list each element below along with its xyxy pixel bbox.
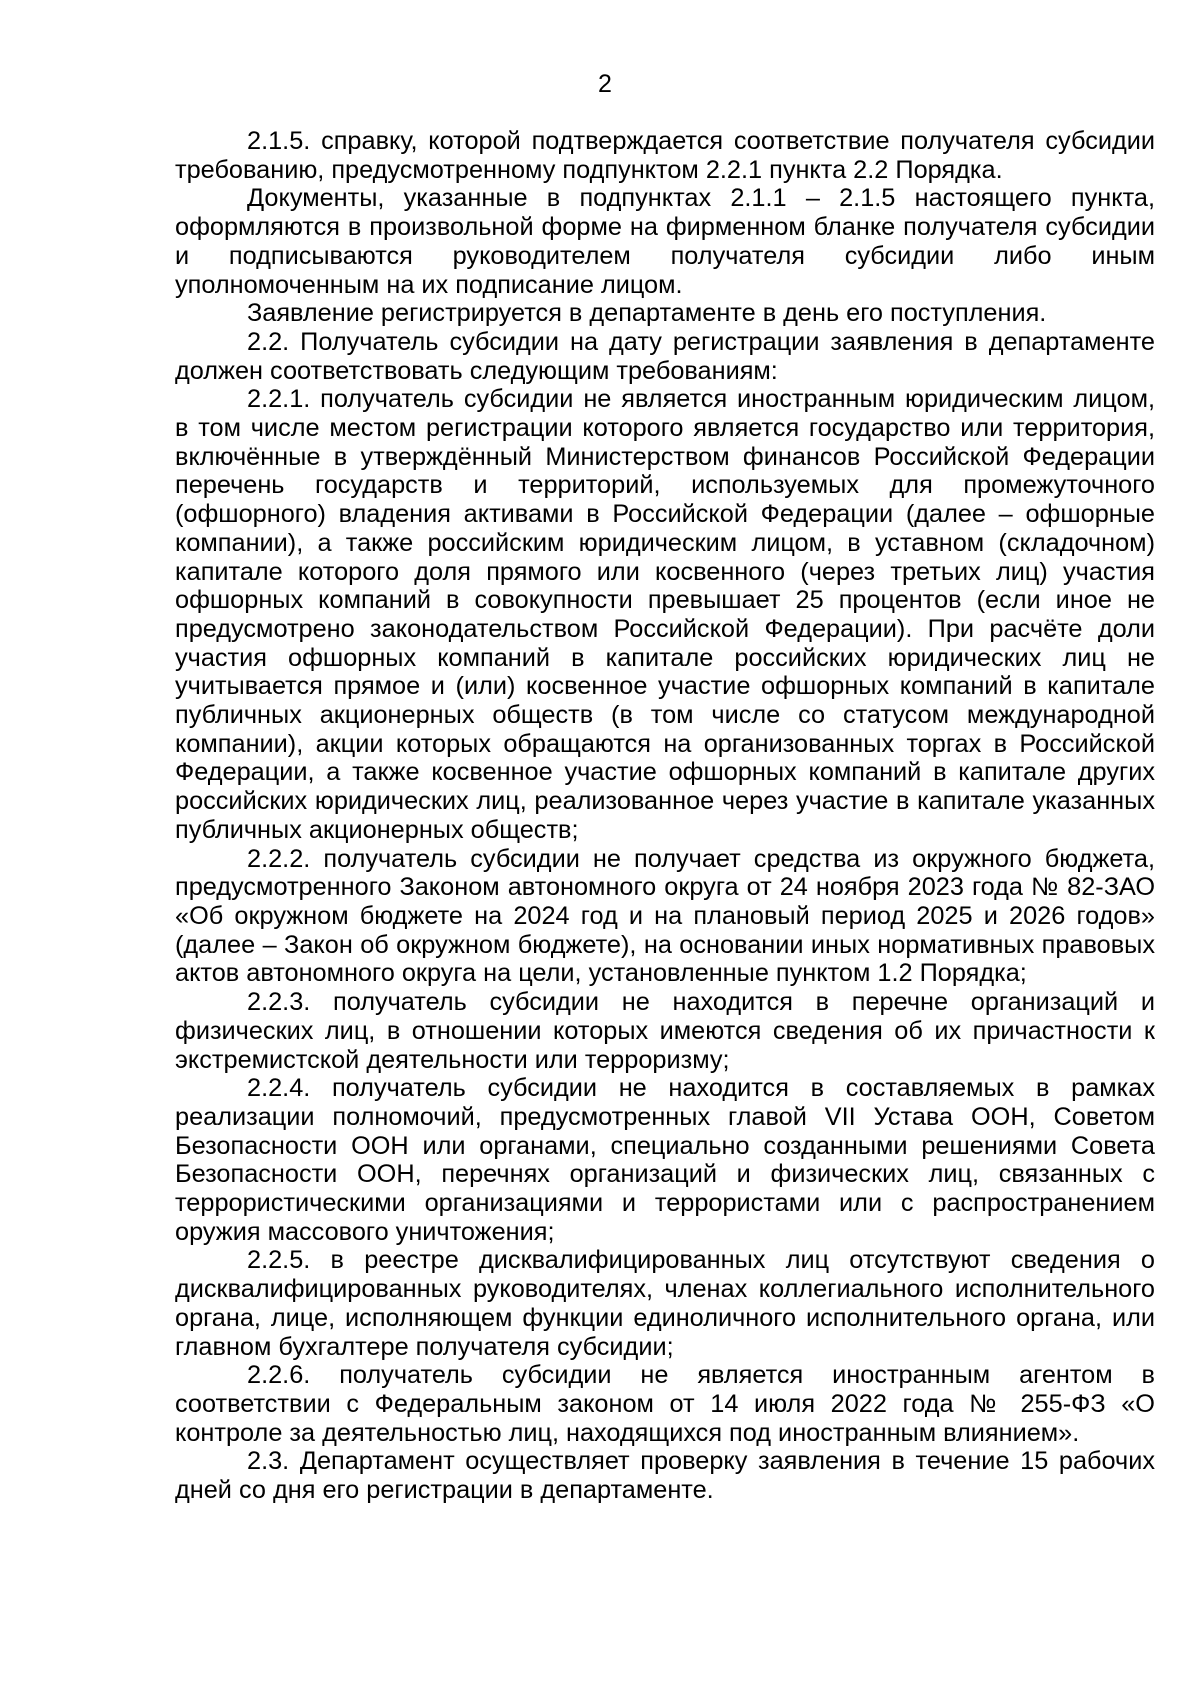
paragraph-2-2-3: 2.2.3. получатель субсидии не находится в перечне организаций и физических лиц, в отношении которых имеются сведения об их причастности к экстремистской деятельности или терроризму; <box>175 988 1155 1074</box>
paragraph-2-2-5: 2.2.5. в реестре дисквалифицированных лиц отсутствуют сведения о дисквалифицированных руководителях, членах коллегиального исполнительного органа, лице, исполняющем функции единоличного исполнительного органа, или главном бухгалтере получателя субсидии; <box>175 1246 1155 1361</box>
document-body <box>175 127 1155 1505</box>
paragraph-2-2-4: 2.2.4. получатель субсидии не находится в составляемых в рамках реализации полномочий, предусмотренных главой VII Устава ООН, Советом Безопасности ООН или органами, специально созданными решениями Совета Безопасности ООН, перечнях организаций и физических лиц, связанных с террористическими организациями и террористами или с распространением оружия массового уничтожения; <box>175 1074 1155 1246</box>
page-number: 2 <box>598 70 612 98</box>
paragraph-2-2-1: 2.2.1. получатель субсидии не является иностранным юридическим лицом, в том числе местом регистрации которого является государство или территория, включённые в утверждённый Министерством финансов Российской Федерации перечень государств и территорий, используемых для промежуточного (офшорного) владения активами в Российской Федерации (далее – офшорные компании), а также российским юридическим лицом, в уставном (складочном) капитале которого доля прямого или косвенного (через третьих лиц) участия офшорных компаний в совокупности превышает 25 процентов (если иное не предусмотрено законодательством Российской Федерации). При расчёте доли участия офшорных компаний в капитале российских юридических лиц не учитывается прямое и (или) косвенное участие офшорных компаний в капитале публичных акционерных обществ (в том числе со статусом международной компании), акции которых обращаются на организованных торгах в Российской Федерации, а также косвенное участие офшорных компаний в капитале других российских юридических лиц, реализованное через участие в капитале указанных публичных акционерных обществ; <box>175 385 1155 844</box>
paragraph-2-2-2: 2.2.2. получатель субсидии не получает средства из окружного бюджета, предусмотренного Законом автономного округа от 24 ноября 2023 года № 82-ЗАО «Об окружном бюджете на 2024 год и на плановый период 2025 и 2026 годов» (далее – Закон об окружном бюджете), на основании иных нормативных правовых актов автономного округа на цели, установленные пунктом 1.2 Порядка; <box>175 844 1155 988</box>
paragraph-registration: Заявление регистрируется в департаменте в день его поступления. <box>247 299 1047 328</box>
paragraph-documents-form: Документы, указанные в подпунктах 2.1.1 – 2.1.5 настоящего пункта, оформляются в произвольной форме на фирменном бланке получателя субсидии и подписываются руководителем получателя субсидии либо иным уполномоченным на их подписание лицом. <box>175 184 1155 299</box>
paragraph-2-2: 2.2. Получатель субсидии на дату регистрации заявления в департаменте должен соответствовать следующим требованиям: <box>175 327 1155 385</box>
paragraph-2-1-5: 2.1.5. справку, которой подтверждается соответствие получателя субсидии требованию, предусмотренному подпунктом 2.2.1 пункта 2.2 Порядка. <box>175 127 1155 184</box>
paragraph-2-2-6: 2.2.6. получатель субсидии не является иностранным агентом в соответствии с Федеральным законом от 14 июля 2022 года № 255-ФЗ «О контроле за деятельностью лиц, находящихся под иностранным влиянием». <box>175 1361 1155 1447</box>
paragraph-2-3: 2.3. Департамент осуществляет проверку заявления в течение 15 рабочих дней со дня его регистрации в департаменте. <box>175 1447 1155 1505</box>
